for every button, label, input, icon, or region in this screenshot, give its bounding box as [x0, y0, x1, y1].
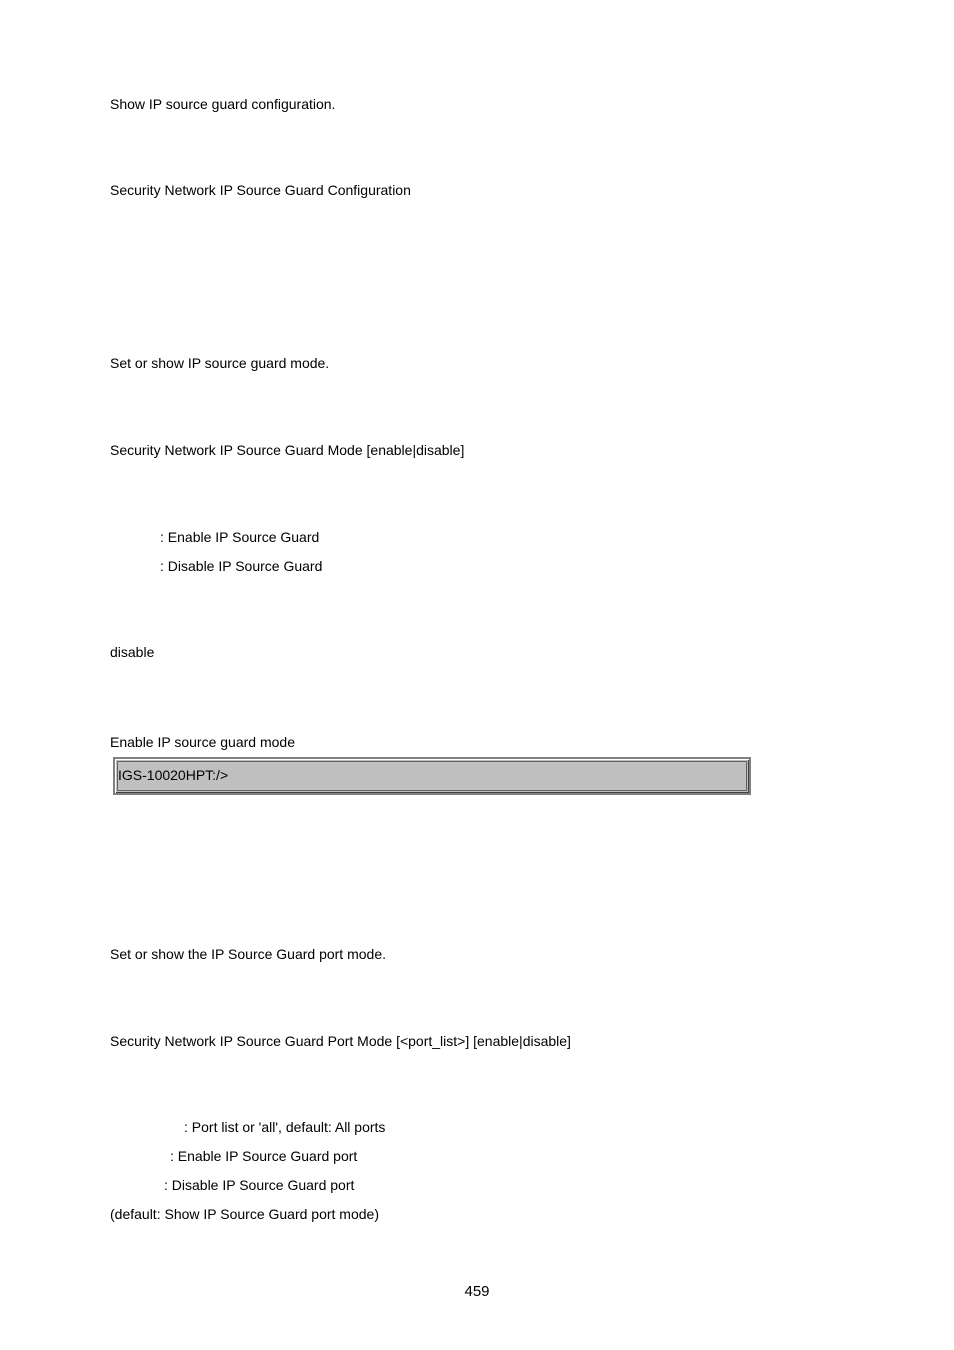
section3-default-note: (default: Show IP Source Guard port mode)	[110, 1206, 379, 1222]
section2-syntax: Security Network IP Source Guard Mode [enable|disable]	[110, 442, 465, 458]
section2-example-label: Enable IP source guard mode	[110, 734, 295, 750]
section3-syntax: Security Network IP Source Guard Port Mode [<port_list>] [enable|disable]	[110, 1033, 571, 1049]
section3-param-port-list: : Port list or 'all', default: All ports	[184, 1119, 386, 1135]
section2-param-disable: : Disable IP Source Guard	[160, 558, 323, 574]
section3-param-disable: : Disable IP Source Guard port	[164, 1177, 355, 1193]
section2-param-enable: : Enable IP Source Guard	[160, 529, 320, 545]
example-prompt: IGS-10020HPT:/>	[118, 767, 229, 783]
section3-description: Set or show the IP Source Guard port mode.	[110, 946, 387, 962]
page-number: 459	[464, 1283, 490, 1300]
section2-default: disable	[110, 644, 155, 660]
example-code-box	[113, 757, 751, 795]
section1-description: Show IP source guard configuration.	[110, 96, 336, 112]
section2-description: Set or show IP source guard mode.	[110, 355, 330, 371]
section3-param-enable: : Enable IP Source Guard port	[170, 1148, 358, 1164]
section1-syntax: Security Network IP Source Guard Configuration	[110, 182, 411, 198]
